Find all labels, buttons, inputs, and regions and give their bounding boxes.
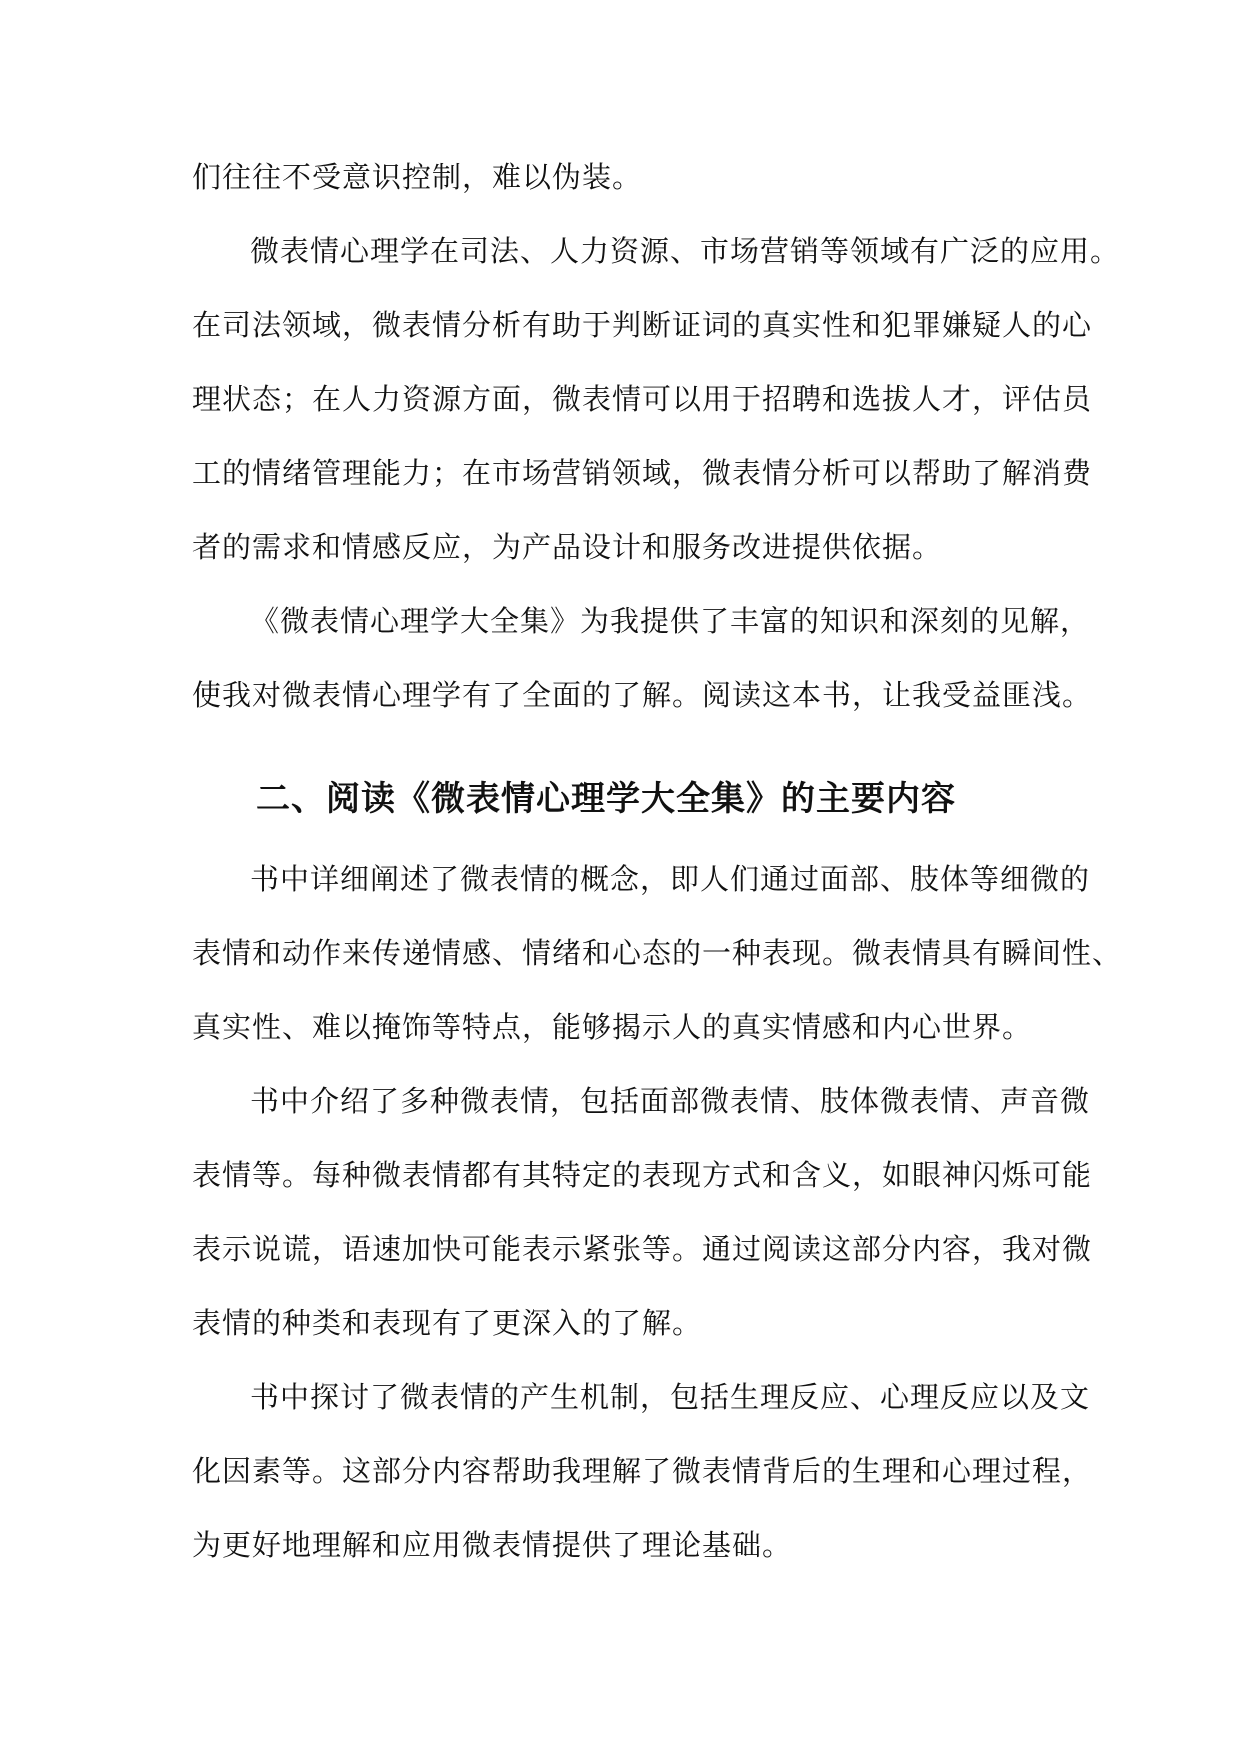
text-line: 为更好地理解和应用微表情提供了理论基础。 [192, 1528, 793, 1562]
text-line: 在司法领域，微表情分析有助于判断证词的真实性和犯罪嫌疑人的心 [192, 308, 1093, 342]
text-line: 工的情绪管理能力；在市场营销领域，微表情分析可以帮助了解消费 [192, 456, 1093, 490]
paragraph-summary [192, 584, 1093, 732]
text-line: 真实性、难以掩饰等特点，能够揭示人的真实情感和内心世界。 [192, 1010, 1033, 1044]
text-line: 《微表情心理学大全集》为我提供了丰富的知识和深刻的见解， [250, 604, 1091, 638]
text-line: 微表情心理学在司法、人力资源、市场营销等领域有广泛的应用。 [250, 234, 1121, 268]
text-line: 表情的种类和表现有了更深入的了解。 [192, 1306, 703, 1340]
text-line: 表情等。每种微表情都有其特定的表现方式和含义，如眼神闪烁可能 [192, 1158, 1093, 1192]
paragraph-applications [192, 214, 1121, 584]
text-line: 书中探讨了微表情的产生机制，包括生理反应、心理反应以及文 [250, 1380, 1091, 1414]
text-line: 者的需求和情感反应，为产品设计和服务改进提供依据。 [192, 530, 943, 564]
text-line: 表示说谎，语速加快可能表示紧张等。通过阅读这部分内容，我对微 [192, 1232, 1093, 1266]
text-line: 化因素等。这部分内容帮助我理解了微表情背后的生理和心理过程， [192, 1454, 1093, 1488]
text-line: 们往往不受意识控制，难以伪装。 [192, 160, 643, 194]
text-line: 书中介绍了多种微表情，包括面部微表情、肢体微表情、声音微 [250, 1084, 1091, 1118]
paragraph-concept [192, 842, 1123, 1064]
text-line: 理状态；在人力资源方面，微表情可以用于招聘和选拔人才，评估员 [192, 382, 1093, 416]
document-body [192, 140, 1123, 1582]
section-heading: 二、阅读《微表情心理学大全集》的主要内容 [256, 779, 956, 819]
text-line: 使我对微表情心理学有了全面的了解。阅读这本书，让我受益匪浅。 [192, 678, 1093, 712]
paragraph-types [192, 1064, 1093, 1360]
text-line: 书中详细阐述了微表情的概念，即人们通过面部、肢体等细微的 [250, 862, 1091, 896]
text-line: 表情和动作来传递情感、情绪和心态的一种表现。微表情具有瞬间性、 [192, 936, 1123, 970]
paragraph-mechanism [192, 1360, 1093, 1582]
